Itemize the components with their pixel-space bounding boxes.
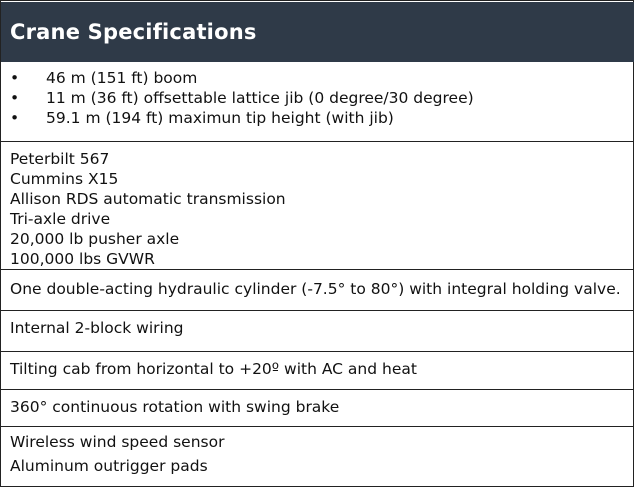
list-item-text: 46 m (151 ft) boom bbox=[46, 69, 198, 87]
wiring-spec-text: Internal 2-block wiring bbox=[10, 319, 184, 337]
cab-spec-text: Tilting cab from horizontal to +20º with AC and heat bbox=[10, 360, 417, 378]
carrier-line: 20,000 lb pusher axle bbox=[10, 230, 180, 248]
list-item bbox=[10, 88, 634, 108]
cab-spec-row bbox=[1, 352, 634, 390]
carrier-line: Allison RDS automatic transmission bbox=[10, 190, 286, 208]
list-item bbox=[10, 68, 634, 88]
rotation-spec-text: 360° continuous rotation with swing brake bbox=[10, 398, 340, 416]
bullet-icon: • bbox=[10, 89, 20, 107]
boom-spec-row bbox=[1, 62, 634, 142]
wiring-spec-row bbox=[1, 311, 634, 352]
carrier-line: 100,000 lbs GVWR bbox=[10, 250, 155, 268]
list-item bbox=[10, 108, 634, 128]
rotation-spec-row bbox=[1, 390, 634, 427]
table-header bbox=[1, 2, 634, 62]
boom-spec-list bbox=[10, 68, 634, 128]
carrier-line: Peterbilt 567 bbox=[10, 150, 110, 168]
carrier-line: Cummins X15 bbox=[10, 170, 119, 188]
cylinder-spec-row bbox=[1, 270, 634, 311]
page-title: Crane Specifications bbox=[10, 20, 257, 44]
accessory-line: Wireless wind speed sensor bbox=[10, 433, 225, 451]
list-item-text: 59.1 m (194 ft) maximun tip height (with jib) bbox=[46, 109, 394, 127]
accessories-spec-row bbox=[1, 427, 634, 487]
list-item-text: 11 m (36 ft) offsettable lattice jib (0 degree/30 degree) bbox=[46, 89, 474, 107]
accessory-line: Aluminum outrigger pads bbox=[10, 457, 208, 475]
bullet-icon: • bbox=[10, 109, 20, 127]
carrier-line: Tri-axle drive bbox=[10, 210, 111, 228]
bullet-icon: • bbox=[10, 69, 20, 87]
cylinder-spec-text: One double-acting hydraulic cylinder (-7.5° to 80°) with integral holding valve. bbox=[10, 280, 621, 298]
carrier-spec-row bbox=[1, 142, 634, 270]
